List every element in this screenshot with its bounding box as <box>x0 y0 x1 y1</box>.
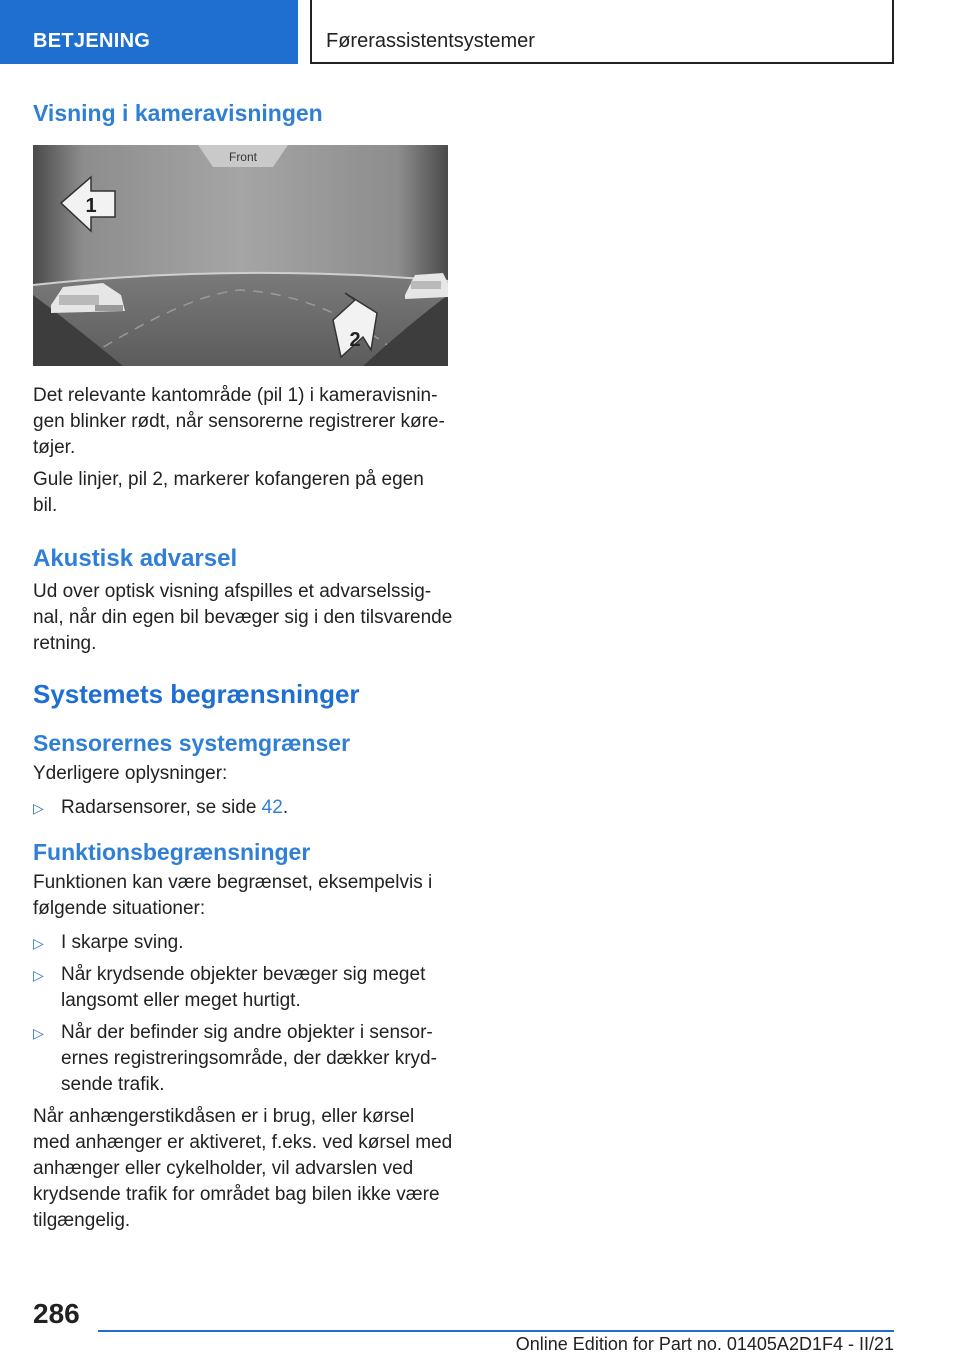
section-title-camera-view: Visning i kameravisningen <box>33 100 323 126</box>
sensor-limits-paragraph: Yderligere oplysninger: <box>33 763 228 784</box>
section-title-acoustic-warning: Akustisk advarsel <box>33 545 238 572</box>
camera-view-illustration <box>33 145 448 366</box>
trailer-warning-paragraph: Når anhængerstikdåsen er i brug, eller kørsel med anhænger er aktiveret, f.eks. ved kørsel med anhænger eller cykelholder, vil advarslen ved krydsende trafik for området bag bilen ikke være tilgængelig. <box>33 1106 453 1231</box>
svg-text:2: 2 <box>349 329 361 351</box>
header-chapter-label: Førerassistentsystemer <box>326 30 535 52</box>
triangle-right-icon: ▷ <box>33 1025 44 1041</box>
footer-divider <box>98 1330 894 1332</box>
list-item: ▷ Radarsensorer, se side 42. <box>33 795 453 821</box>
triangle-right-icon: ▷ <box>33 800 44 816</box>
list-item: ▷ Når der befinder sig andre objekter i sensor-ernes registreringsområde, der dækker kryd-sende trafik. <box>33 1022 437 1095</box>
svg-text:1: 1 <box>85 195 97 217</box>
function-limits-list <box>33 930 453 1098</box>
triangle-right-icon: ▷ <box>33 935 44 951</box>
footer-edition: Online Edition for Part no. 01405A2D1F4 - II/21 <box>515 1334 894 1354</box>
header-section-label: BETJENING <box>33 30 151 52</box>
front-label: Front <box>228 150 258 164</box>
section-title-function-limits: Funktionsbegrænsninger <box>33 839 311 865</box>
page-content <box>33 100 453 1234</box>
camera-view-paragraph-2: Gule linjer, pil 2, markerer kofangeren på egen bil. <box>33 469 424 516</box>
header-chapter-tab <box>310 0 894 64</box>
list-item: ▷ Når krydsende objekter bevæger sig meget langsomt eller meget hurtigt. <box>33 964 426 1011</box>
page-link-42[interactable]: 42 <box>261 797 283 818</box>
header-section-tab <box>0 0 298 64</box>
triangle-right-icon: ▷ <box>33 967 44 983</box>
list-item: ▷ I skarpe sving. <box>33 930 453 956</box>
section-title-sensor-limits: Sensorernes systemgrænser <box>33 730 351 756</box>
acoustic-warning-paragraph: Ud over optisk visning afspilles et advarselssig-nal, når din egen bil bevæger sig i den tilsvarende retning. <box>33 581 453 654</box>
function-limits-paragraph: Funktionen kan være begrænset, eksempelvis i følgende situationer: <box>33 872 433 919</box>
camera-view-paragraph-1: Det relevante kantområde (pil 1) i kameravisnin-gen blinker rødt, når sensorerne registrerer køre-tøjer. <box>33 385 445 458</box>
section-title-system-limits: Systemets begrænsninger <box>33 679 360 709</box>
page-number: 286 <box>33 1298 80 1329</box>
sensor-limits-list <box>33 795 453 821</box>
